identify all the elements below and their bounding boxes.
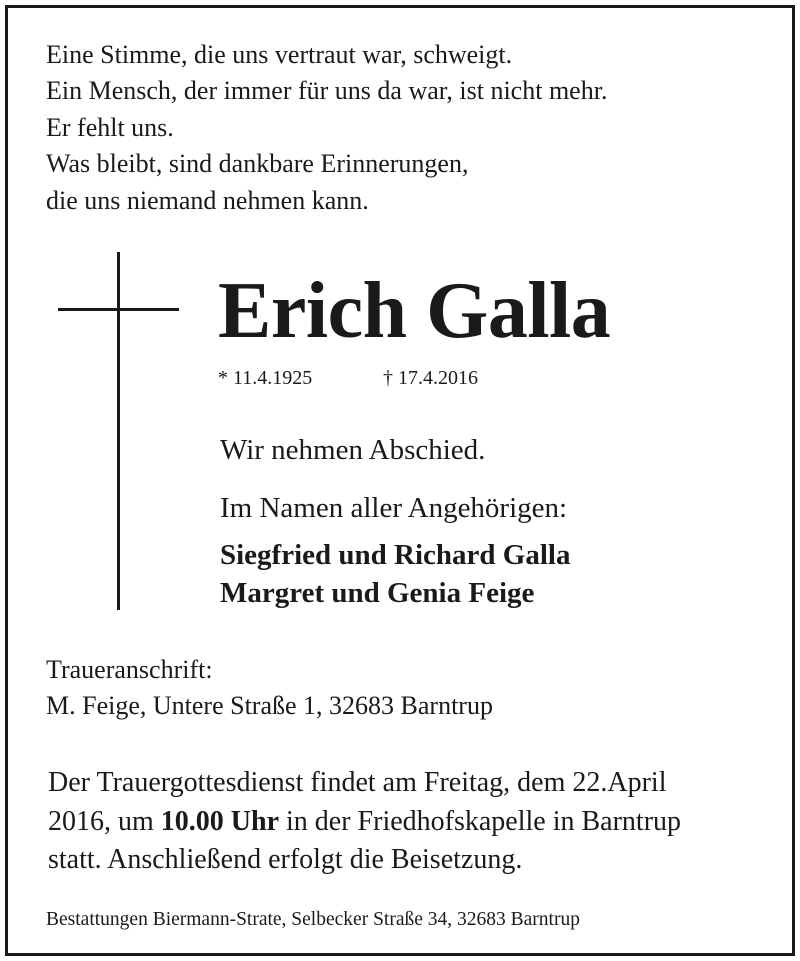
service-line: Der Trauergottesdienst findet am Freitag, dem 22.April	[48, 767, 667, 798]
farewell-text: Wir nehmen Abschied.	[220, 434, 486, 466]
service-time: 10.00 Uhr	[160, 805, 280, 837]
death-date: † 17.4.2016	[383, 367, 478, 389]
mourner-line: Siegfried und Richard Galla	[220, 539, 571, 571]
funeral-home: Bestattungen Biermann-Strate, Selbecker Straße 34, 32683 Barntrup	[46, 909, 580, 930]
service-text: in der Friedhofskapelle in Barntrup	[279, 805, 682, 837]
poem-line: Was bleibt, sind dankbare Erinnerungen,	[46, 149, 469, 179]
cross-vertical-bar	[117, 252, 120, 610]
service-text: 2016, um	[48, 805, 161, 837]
address-label: Traueranschrift:	[46, 655, 213, 684]
poem-line: Eine Stimme, die uns vertraut war, schweigt.	[46, 40, 513, 69]
mourner-line: Margret und Genia Feige	[220, 577, 535, 609]
service-line	[48, 803, 681, 842]
poem-line: Er fehlt uns.	[46, 112, 174, 142]
poem	[46, 37, 607, 219]
mourning-address	[46, 652, 493, 724]
on-behalf-text: Im Namen aller Angehörigen:	[220, 492, 568, 524]
address-value: M. Feige, Untere Straße 1, 32683 Barntrup	[46, 691, 493, 720]
poem-line: Ein Mensch, der immer für uns da war, ist nicht mehr.	[46, 76, 608, 106]
deceased-name: Erich Galla	[218, 267, 611, 355]
birth-date: * 11.4.1925	[218, 367, 313, 389]
service-line: statt. Anschließend erfolgt die Beisetzung.	[48, 844, 523, 875]
cross-horizontal-bar	[58, 308, 179, 311]
service-info	[48, 764, 681, 880]
poem-line: die uns niemand nehmen kann.	[46, 185, 369, 215]
mourners	[220, 536, 570, 612]
